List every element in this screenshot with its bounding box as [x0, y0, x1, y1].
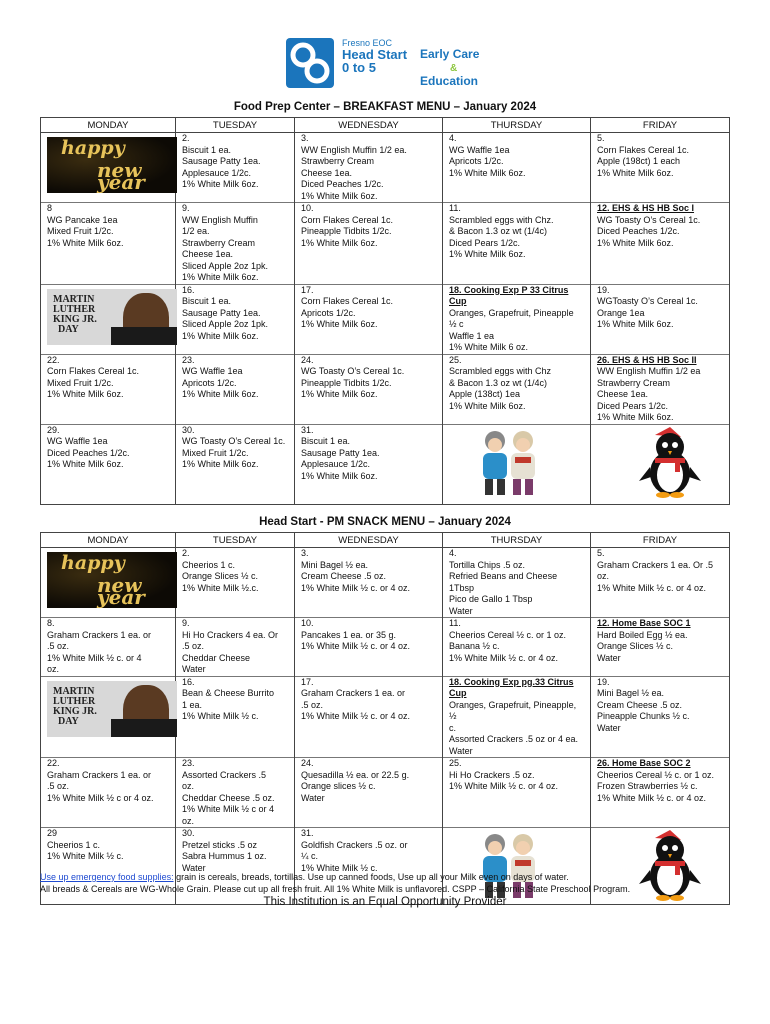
menu-cell [591, 548, 730, 618]
menu-item: Orange Slices ½ c. [182, 571, 259, 581]
menu-item: Cheddar Cheese [182, 652, 251, 663]
menu-item: 1% White Milk 6oz. [301, 319, 378, 329]
day-number: 10. [301, 618, 314, 628]
menu-cell [176, 284, 295, 354]
special-event-label: 12. EHS & HS HB Soc I [597, 203, 695, 213]
menu-item: 1% White Milk 6oz. [301, 190, 378, 201]
menu-cell [176, 548, 295, 618]
menu-item: Graham Crackers 1 ea. or [47, 769, 152, 780]
menu-item: Banana ½ c. [449, 641, 500, 651]
footer-note-1: Use up emergency food supplies: grain is cereals, breads, tortillas. Use up canned foods, Use up all your Milk even on days of water. [40, 872, 569, 882]
menu-cell [176, 618, 295, 677]
menu-item: 1% White Milk 6oz. [182, 389, 259, 399]
menu-item: 1% White Milk ½ c. or 4 oz. [301, 641, 411, 651]
menu-cell [443, 618, 591, 677]
menu-item: Pineapple Tidbits 1/2c. [301, 226, 392, 236]
menu-item: Diced Peaches 1/2c. [597, 226, 680, 236]
penguin-illustration [597, 425, 723, 501]
day-number: 31. [301, 828, 314, 838]
menu-item: 1/2 ea. [182, 226, 210, 236]
day-number: 17. [301, 676, 314, 687]
day-header-thursday: THURSDAY [443, 118, 591, 133]
menu-item: Water [597, 652, 621, 663]
menu-item: Strawberry Cream [597, 377, 671, 388]
menu-cell [295, 203, 443, 285]
menu-cell [41, 203, 176, 285]
menu-item: Corn Flakes Cereal 1c. [301, 296, 394, 306]
menu-item: WW English Muffin 1/2 ea [597, 366, 701, 376]
day-number: 17. [301, 284, 314, 295]
menu-cell [591, 203, 730, 285]
day-header-wednesday: WEDNESDAY [295, 533, 443, 548]
menu-item: Goldfish Crackers .5 oz. or [301, 839, 408, 850]
menu-item: 1% White Milk ½ c. [47, 851, 124, 861]
menu-cell [443, 548, 591, 618]
menu-item: Biscuit 1 ea. [182, 296, 232, 306]
menu-item: Apricots 1/2c. [449, 156, 504, 166]
menu-item: 1% White Milk 6oz. [449, 400, 526, 411]
menu-item: 1% White Milk 6 oz. [449, 342, 529, 352]
breakfast-title: Food Prep Center – BREAKFAST MENU – January 2024 [233, 101, 537, 113]
menu-item: 1% White Milk ½ c or 4 [182, 804, 275, 814]
menu-item: Cheerios Cereal ½ c. or 1 oz. [597, 769, 715, 780]
menu-cell [176, 354, 295, 424]
menu-item: 1% White Milk 6oz. [301, 470, 378, 481]
day-number: 19. [597, 676, 610, 687]
menu-item: Orange Slices ½ c. [597, 641, 674, 651]
menu-item: 1% White Milk 6oz. [182, 179, 259, 189]
mlk-day-image: MARTIN LUTHER KING JR. DAY [47, 289, 177, 345]
day-number: 19. [597, 284, 610, 295]
day-number: 3. [301, 133, 309, 143]
day-number: 4. [449, 133, 457, 143]
day-number: 4. [449, 548, 457, 558]
week-row [41, 203, 730, 285]
menu-cell [591, 424, 730, 504]
day-number: 16. [182, 284, 195, 295]
week-row [41, 548, 730, 618]
menu-cell [41, 284, 176, 354]
menu-cell [591, 618, 730, 677]
menu-cell [295, 133, 443, 203]
menu-item: 1% White Milk ½ c. or 4 oz. [597, 582, 707, 593]
menu-item: Strawberry Cream [301, 156, 375, 166]
menu-item: Cheerios 1 c. [182, 559, 236, 570]
breakfast-menu-table [40, 117, 730, 505]
menu-item: Cream Cheese .5 oz. [597, 699, 683, 710]
head-start-logo-mark [286, 38, 334, 88]
menu-item: Assorted Crackers .5 oz or 4 ea. [449, 734, 579, 744]
menu-item: WG Waffle 1ea [47, 436, 108, 446]
menu-item: Apricots 1/2c. [301, 307, 356, 318]
menu-cell [41, 618, 176, 677]
week-row [41, 424, 730, 504]
menu-item: Bean & Cheese Burrito [182, 688, 275, 698]
day-number: 5. [597, 133, 605, 143]
menu-item: Oranges, Grapefruit, Pineapple, ½ [449, 699, 577, 721]
menu-item: Water [301, 792, 325, 803]
menu-item: Cheese 1ea. [597, 389, 649, 399]
menu-item: Pineapple Chunks ½ c. [597, 711, 690, 721]
menu-item: Sabra Hummus 1 oz. [182, 851, 267, 861]
logo-org: Fresno EOC [342, 38, 393, 48]
menu-item: WG Toasty O’s Cereal 1c. [301, 366, 405, 376]
day-number: 30. [182, 828, 195, 838]
day-number: 30. [182, 424, 195, 435]
menu-item: 1% White Milk 6oz. [182, 459, 259, 469]
day-number: 10. [301, 203, 314, 213]
menu-cell [295, 618, 443, 677]
menu-item: Water [182, 664, 206, 674]
menu-item: Graham Crackers 1 ea. Or .5 [597, 559, 714, 570]
menu-item: 1% White Milk 6oz. [597, 167, 674, 178]
menu-item: Orange slices ½ c. [301, 781, 376, 791]
menu-cell [295, 758, 443, 828]
menu-item: Cheese 1ea. [182, 249, 234, 259]
menu-item: oz. [182, 815, 195, 826]
day-number: 9. [182, 618, 190, 628]
menu-item: 1% White Milk 6oz. [597, 319, 674, 329]
special-event-label: 26. EHS & HS HB Soc II [597, 354, 697, 365]
day-number: 3. [301, 548, 309, 558]
menu-cell [176, 758, 295, 828]
day-number: 11. [449, 203, 461, 213]
menu-item: 1% White Milk ½ c. or 4 oz. [597, 792, 707, 803]
menu-item: oz. [182, 781, 195, 791]
menu-item: Cheerios 1 c. [47, 839, 101, 850]
menu-item: 1% White Milk ½ c or 4 oz. [47, 792, 154, 803]
day-number: 25. [449, 354, 462, 365]
menu-item: 1% White Milk ½ c. or 4 oz. [301, 582, 411, 593]
menu-item: WG Toasty O’s Cereal 1c. [182, 436, 286, 446]
menu-cell [295, 354, 443, 424]
menu-item: WG Pancake 1ea [47, 214, 118, 225]
menu-item: Pretzel sticks .5 oz [182, 839, 258, 850]
menu-item: Orange 1ea [597, 307, 645, 318]
logo-early-care: Early Care & Education [420, 47, 480, 88]
menu-item: 1% White Milk ½ c. or 4 oz. [449, 652, 559, 663]
menu-item: Frozen Strawberries ½ c. [597, 781, 698, 791]
menu-item: 1% White Milk 6oz. [182, 272, 259, 282]
menu-item: Graham Crackers 1 ea. or [47, 629, 152, 640]
menu-cell [176, 676, 295, 758]
menu-item: Waffle 1 ea [449, 330, 495, 341]
menu-item: & Bacon 1.3 oz wt (1/4c) [449, 377, 548, 388]
menu-item: Water [449, 605, 473, 616]
menu-cell [295, 424, 443, 504]
menu-item: Scrambled eggs with Chz. [449, 214, 554, 225]
menu-cell [176, 203, 295, 285]
equal-opportunity-statement: This Institution is an Equal Opportunity Provider [263, 896, 507, 908]
day-header-wednesday: WEDNESDAY [295, 118, 443, 133]
menu-cell [591, 758, 730, 828]
menu-item: 1% White Milk ½ c. [301, 862, 378, 873]
week-row [41, 133, 730, 203]
menu-item: Biscuit 1 ea. [301, 436, 351, 446]
happy-new-year-image: happy new year [47, 552, 177, 608]
menu-item: 1% White Milk ½ c. or 4 oz. [301, 711, 411, 721]
menu-cell [41, 424, 176, 504]
menu-item: 1% White Milk 6oz. [449, 249, 526, 259]
menu-item: Pancakes 1 ea. or 35 g. [301, 629, 397, 640]
menu-item: Water [449, 745, 473, 756]
menu-item: Refried Beans and Cheese 1Tbsp [449, 571, 558, 593]
menu-item: Applesauce 1/2c. [301, 459, 371, 469]
menu-item: 1% White Milk 6oz. [597, 237, 674, 248]
menu-cell [443, 133, 591, 203]
week-row [41, 618, 730, 677]
menu-item: Cheddar Cheese .5 oz. [182, 792, 275, 803]
day-header-tuesday: TUESDAY [176, 533, 295, 548]
menu-item: Biscuit 1 ea. [182, 144, 232, 155]
day-number: 25. [449, 758, 462, 768]
menu-cell [591, 284, 730, 354]
menu-cell [176, 424, 295, 504]
menu-item: .5 oz. [47, 641, 70, 651]
menu-cell [591, 354, 730, 424]
menu-item: 1% White Milk 6oz. [47, 237, 124, 248]
menu-item: 1% White Milk 6oz. [182, 330, 259, 341]
day-number: 2. [182, 133, 190, 143]
menu-item: Cheerios Cereal ½ c. or 1 oz. [449, 629, 567, 640]
menu-cell [41, 676, 176, 758]
menu-item: 1% White Milk 6oz. [47, 459, 124, 469]
day-number: 23. [182, 354, 195, 365]
menu-item: Hi Ho Crackers 4 ea. Or [182, 629, 279, 640]
menu-item: Apple (198ct) 1 each [597, 156, 681, 166]
menu-item: Diced Pears 1/2c. [597, 400, 669, 411]
menu-item: ½ c [449, 319, 464, 329]
menu-item: WG Waffle 1ea [449, 144, 510, 155]
mlk-day-image: MARTIN LUTHER KING JR. DAY [47, 681, 177, 737]
menu-cell [591, 133, 730, 203]
menu-item: Sausage Patty 1ea. [182, 307, 261, 318]
menu-item: Diced Pears 1/2c. [449, 237, 521, 248]
day-header-monday: MONDAY [41, 533, 176, 548]
menu-item: Graham Crackers 1 ea. or [301, 688, 406, 698]
menu-item: Mini Bagel ½ ea. [597, 688, 665, 698]
menu-item: WGToasty O’s Cereal 1c. [597, 296, 698, 306]
menu-item: 1% White Milk ½ c. or 4 oz. [449, 781, 559, 791]
menu-item: Hard Boiled Egg ½ ea. [597, 629, 688, 640]
menu-item: oz. [47, 664, 60, 674]
snack-title: Head Start - PM SNACK MENU – January 2024 [259, 516, 511, 528]
day-header-thursday: THURSDAY [443, 533, 591, 548]
menu-item: Corn Flakes Cereal 1c. [597, 144, 690, 155]
snack-menu-table [40, 532, 730, 905]
menu-cell [41, 354, 176, 424]
menu-cell [295, 284, 443, 354]
day-number: 24. [301, 354, 314, 365]
menu-item: Water [597, 722, 621, 733]
day-number: 22. [47, 758, 60, 768]
menu-item: Apricots 1/2c. [182, 377, 237, 388]
menu-cell [443, 203, 591, 285]
menu-item: 1% White Milk 6oz. [47, 389, 124, 399]
menu-item: .5 oz. [47, 781, 70, 791]
happy-new-year-image: happy new year [47, 137, 177, 193]
menu-item: Diced Peaches 1/2c. [301, 179, 384, 189]
menu-item: Mixed Fruit 1/2c. [47, 226, 114, 236]
menu-item: Water [182, 862, 206, 873]
menu-item: Assorted Crackers .5 [182, 769, 267, 780]
menu-item: Cream Cheese .5 oz. [301, 571, 387, 581]
menu-item: Cheese 1ea. [301, 167, 353, 178]
menu-item: 1% White Milk 6oz. [301, 389, 378, 399]
menu-item: Mixed Fruit 1/2c. [182, 447, 249, 458]
menu-item: Oranges, Grapefruit, Pineapple [449, 307, 574, 318]
menu-cell [443, 758, 591, 828]
menu-item: 1% White Milk 6oz. [597, 412, 674, 422]
week-row [41, 758, 730, 828]
menu-item: Strawberry Cream [182, 237, 256, 248]
menu-item: Sausage Patty 1ea. [301, 447, 380, 458]
menu-item: WG Toasty O’s Cereal 1c. [597, 214, 701, 225]
menu-cell [443, 676, 591, 758]
menu-item: Pineapple Tidbits 1/2c. [301, 377, 392, 388]
menu-item: 1 ea. [182, 699, 203, 710]
special-event-label: 26. Home Base SOC 2 [597, 758, 691, 768]
logo-head-start: Head Start 0 to 5 [342, 47, 408, 75]
day-header-friday: FRIDAY [591, 533, 730, 548]
special-event-label: 12. Home Base SOC 1 [597, 618, 691, 628]
menu-cell [41, 548, 176, 618]
menu-item: Applesauce 1/2c. [182, 167, 252, 178]
menu-cell [295, 676, 443, 758]
day-number: 29 [47, 828, 58, 838]
day-number: 24. [301, 758, 314, 768]
menu-item: .5 oz. [182, 641, 205, 651]
menu-item: Tortilla Chips .5 oz. [449, 559, 526, 570]
menu-item: ¼ c. [301, 851, 319, 861]
day-header-tuesday: TUESDAY [176, 118, 295, 133]
special-event-label: 18. Cooking Exp pg.33 Citrus Cup [449, 676, 574, 698]
menu-item: Quesadilla ½ ea. or 22.5 g. [301, 769, 410, 780]
day-number: 31. [301, 424, 314, 435]
day-number: 9. [182, 203, 190, 213]
menu-cell [443, 424, 591, 504]
menu-item: 1% White Milk ½ c. [182, 711, 259, 721]
special-event-label: 18. Cooking Exp P 33 Citrus Cup [449, 284, 569, 306]
day-number: 5. [597, 548, 605, 558]
day-number: 22. [47, 354, 60, 365]
menu-item: Diced Peaches 1/2c. [47, 447, 130, 458]
menu-item: Sliced Apple 2oz 1pk. [182, 319, 269, 329]
menu-cell [176, 133, 295, 203]
winter-kids-illustration [449, 425, 584, 501]
menu-item: Hi Ho Crackers .5 oz. [449, 769, 535, 780]
menu-item: WG Waffle 1ea [182, 366, 243, 376]
menu-cell [295, 548, 443, 618]
menu-item: Apple (138ct) 1ea [449, 389, 521, 399]
menu-item: 1% White Milk ½.c. [182, 582, 259, 593]
day-header-friday: FRIDAY [591, 118, 730, 133]
menu-item: c. [449, 722, 457, 733]
week-row [41, 284, 730, 354]
day-number: 29. [47, 424, 60, 435]
head-start-logo [286, 38, 486, 90]
menu-item: Corn Flakes Cereal 1c. [47, 366, 140, 376]
day-header-monday: MONDAY [41, 118, 176, 133]
week-row [41, 354, 730, 424]
menu-cell [41, 133, 176, 203]
day-number: 23. [182, 758, 195, 768]
menu-item: Mini Bagel ½ ea. [301, 559, 369, 570]
day-number: 2. [182, 548, 190, 558]
menu-cell [591, 676, 730, 758]
day-number: 11. [449, 618, 461, 628]
menu-item: & Bacon 1.3 oz wt (1/4c) [449, 226, 548, 236]
emergency-supplies-note: Use up emergency food supplies: [40, 872, 174, 882]
menu-item: 1% White Milk 6oz. [449, 167, 526, 178]
menu-item: 1% White Milk ½ c. or 4 [47, 652, 142, 663]
menu-item: Sausage Patty 1ea. [182, 156, 261, 166]
menu-item: WW English Muffin 1/2 ea. [301, 144, 407, 155]
menu-item: oz. [597, 571, 610, 581]
menu-item: 1% White Milk 6oz. [301, 237, 378, 248]
menu-cell [443, 354, 591, 424]
footer-note-2: All breads & Cereals are WG-Whole Grain. Please cut up all fresh fruit. All 1% White Milk is unflavored. CSPP – California State Preschool Program. [40, 884, 631, 894]
day-number: 8 [47, 203, 53, 213]
day-number: 16. [182, 676, 195, 687]
menu-item: .5 oz. [301, 699, 324, 710]
menu-item: WW English Muffin [182, 214, 258, 225]
menu-cell [41, 758, 176, 828]
week-row [41, 676, 730, 758]
menu-cell [443, 284, 591, 354]
menu-item: Corn Flakes Cereal 1c. [301, 214, 394, 225]
menu-item: Pico de Gallo 1 Tbsp [449, 594, 533, 604]
menu-item: Scrambled eggs with Chz [449, 366, 552, 376]
menu-item: Mixed Fruit 1/2c. [47, 377, 114, 388]
menu-item: Sliced Apple 2oz 1pk. [182, 260, 269, 271]
day-number: 8. [47, 618, 55, 628]
